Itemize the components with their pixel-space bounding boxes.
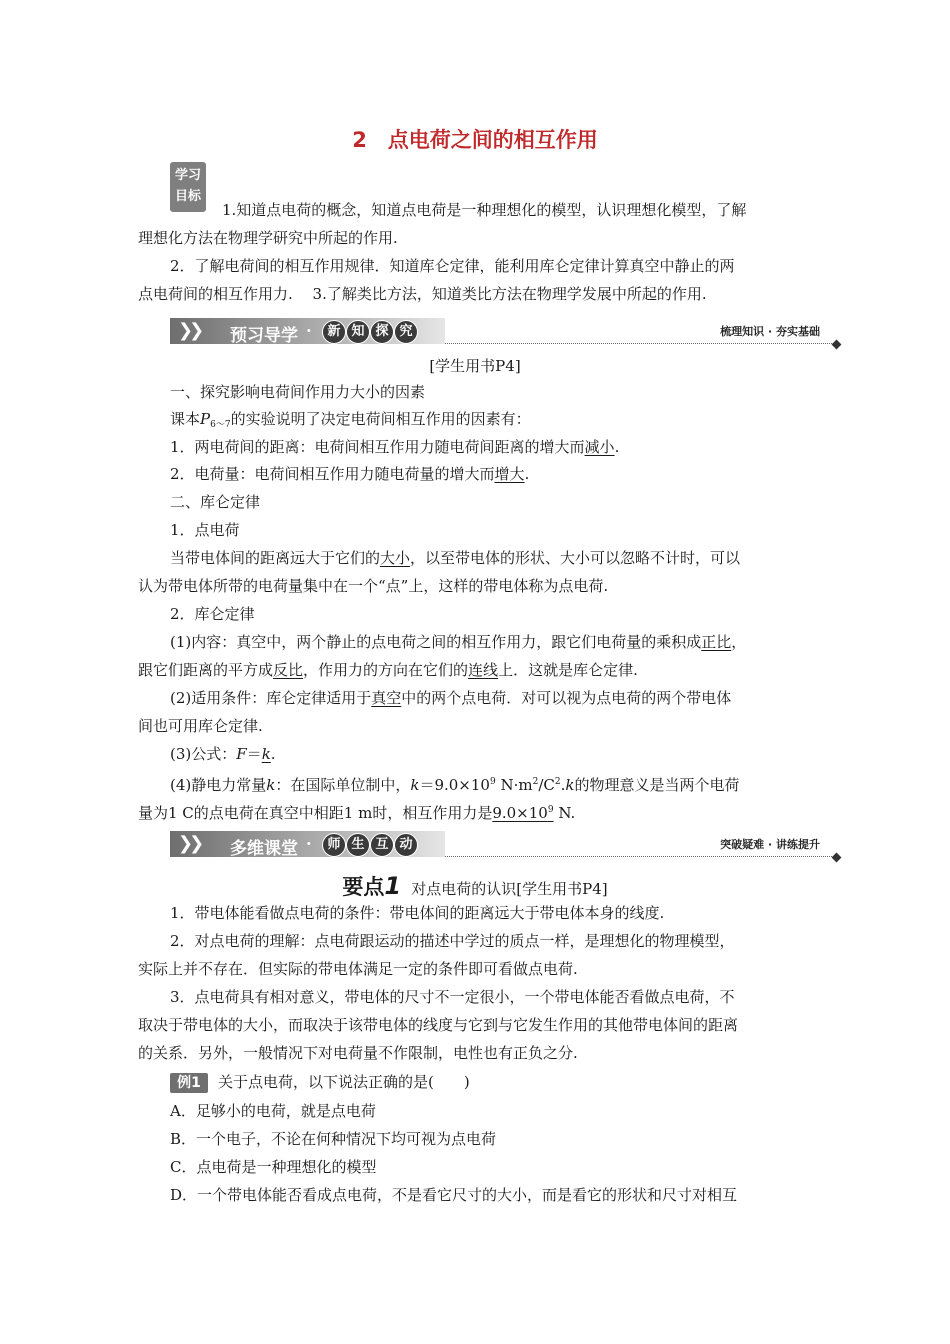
- answer-blank: $9.0\times 10^9$: [492, 804, 554, 822]
- subheading-point-charge: 1．点电荷: [170, 521, 240, 539]
- option-a: A．足够小的电荷，就是点电荷: [170, 1102, 376, 1120]
- example-question-text: 关于点电荷，以下说法正确的是( ): [218, 1073, 470, 1091]
- goals-line-2: 理想化方法在物理学研究中所起的作用.: [138, 229, 398, 247]
- keypoint-number: 1: [384, 872, 402, 900]
- badge-line-2: 目标: [174, 189, 201, 204]
- section-2-heading: 二、库仑定律: [170, 493, 261, 511]
- double-chevron-icon: ❯❯: [178, 833, 201, 854]
- banner-char-1: 新: [322, 320, 346, 344]
- banner-title: 预习导学: [230, 326, 298, 346]
- banner-right-text: 梳理知识 · 夯实基础: [720, 325, 820, 338]
- keypoint-line-3: 实际上并不存在．但实际的带电体满足一定的条件即可看做点电荷.: [138, 960, 578, 978]
- coulomb-content-1: (1)内容：真空中，两个静止的点电荷之间的相互作用力，跟它们电荷量的乘积成正比，: [170, 633, 747, 651]
- banner-dot: ·: [306, 834, 312, 853]
- keypoint-line-1: 1．带电体能看做点电荷的条件：带电体间的距离远大于带电体本身的线度.: [170, 904, 665, 922]
- keypoint-line-2: 2．对点电荷的理解：点电荷跟运动的描述中学过的质点一样，是理想化的物理模型，: [170, 932, 735, 950]
- keypoint-line-5: 取决于带电体的大小，而取决于该带电体的线度与它到与它发生作用的其他带电体间的距离: [138, 1016, 739, 1034]
- section-1-heading: 一、探究影响电荷间作用力大小的因素: [170, 383, 426, 401]
- section-1-item-2: 2．电荷量：电荷间相互作用力随电荷量的增大而增大.: [170, 465, 530, 483]
- banner-dot: ·: [306, 321, 312, 340]
- section-banner-preview: [170, 316, 840, 346]
- banner-char-1: 师: [322, 833, 346, 857]
- answer-blank: 减小: [584, 438, 615, 456]
- answer-blank: 大小: [380, 549, 411, 567]
- keypoint-label: 要点: [342, 875, 385, 899]
- coulomb-constant-2: 量为1 C的点电荷在真空中相距1 m时，相互作用力是$9.0\times 10^9$ N.: [138, 804, 576, 822]
- diamond-icon: [832, 853, 842, 863]
- learning-goals-badge: [170, 162, 206, 212]
- example-badge: 例1: [170, 1073, 208, 1093]
- keypoint-line-6: 的关系．另外，一般情况下对电荷量不作限制，电性也有正负之分.: [138, 1044, 578, 1062]
- banner-right-text: 突破疑难 · 讲练提升: [720, 838, 820, 851]
- coulomb-constant-1: (4)静电力常量k：在国际单位制中，$k=9.0\times 10^9$ $N\cdot m^2/C^2.k$的物理意义是当两个电荷: [170, 776, 740, 794]
- subheading-coulomb-law: 2．库仑定律: [170, 605, 255, 623]
- answer-blank: 正比: [701, 633, 732, 651]
- badge-line-1: 学习: [174, 168, 201, 183]
- option-d: D．一个带电体能否看成点电荷，不是看它尺寸的大小，而是看它的形状和尺寸对相互: [170, 1186, 738, 1204]
- page-title: 2 点电荷之间的相互作用: [352, 128, 598, 152]
- keypoint-line-4: 3．点电荷具有相对意义，带电体的尺寸不一定很小，一个带电体能否看做点电荷，不: [170, 988, 735, 1006]
- answer-blank: 连线: [468, 661, 499, 679]
- point-charge-text-2: 认为带电体所带的电荷量集中在一个“点”上，这样的带电体称为点电荷.: [138, 577, 609, 595]
- keypoint-text: 对点电荷的认识[学生用书P4]: [411, 880, 608, 898]
- example-question: [170, 1072, 850, 1093]
- section-banner-classroom: [170, 829, 840, 859]
- answer-blank: 增大: [494, 465, 525, 483]
- section-1-intro: 课本$P_{6\sim 7}$的实验说明了决定电荷间相互作用的因素有：: [170, 410, 531, 430]
- answer-blank: k: [261, 745, 271, 763]
- keypoint-heading: [0, 871, 950, 901]
- section-1-item-1: 1．两电荷间的距离：电荷间相互作用力随电荷间距离的增大而减小.: [170, 438, 620, 456]
- banner-dotted-rule: [445, 343, 832, 344]
- banner-char-2: 知: [346, 320, 370, 344]
- coulomb-condition-1: (2)适用条件：库仑定律适用于真空中的两个点电荷．对可以视为点电荷的两个带电体: [170, 689, 732, 707]
- coulomb-content-2: 跟它们距离的平方成反比，作用力的方向在它们的连线上．这就是库仑定律.: [138, 661, 638, 679]
- banner-dotted-rule: [445, 856, 832, 857]
- option-b: B．一个电子，不论在何种情况下均可视为点电荷: [170, 1130, 497, 1148]
- goals-line-4: 点电荷间的相互作用力. 3.了解类比方法，知道类比方法在物理学发展中所起的作用.: [138, 285, 707, 303]
- banner-char-3: 互: [370, 833, 394, 857]
- banner-char-4: 究: [394, 320, 418, 344]
- banner-char-2: 生: [346, 833, 370, 857]
- option-c: C．点电荷是一种理想化的模型: [170, 1158, 377, 1176]
- goals-line-1: 1.知道点电荷的概念，知道点电荷是一种理想化的模型，认识理想化模型，了解: [222, 201, 747, 219]
- answer-blank: 真空: [371, 689, 402, 707]
- coulomb-condition-2: 间也可用库仑定律.: [138, 717, 263, 735]
- point-charge-text-1: 当带电体间的距离远大于它们的大小，以至带电体的形状、大小可以忽略不计时，可以: [170, 549, 741, 567]
- book-reference: [学生用书P4]: [429, 357, 521, 375]
- double-chevron-icon: ❯❯: [178, 320, 201, 341]
- answer-blank: 反比: [273, 661, 304, 679]
- banner-char-3: 探: [370, 320, 394, 344]
- coulomb-formula: (3)公式：F＝k.: [170, 745, 276, 763]
- goals-line-3: 2．了解电荷间的相互作用规律．知道库仑定律，能利用库仑定律计算真空中静止的两: [170, 257, 735, 275]
- diamond-icon: [832, 340, 842, 350]
- banner-char-4: 动: [394, 833, 418, 857]
- banner-title: 多维课堂: [230, 839, 298, 859]
